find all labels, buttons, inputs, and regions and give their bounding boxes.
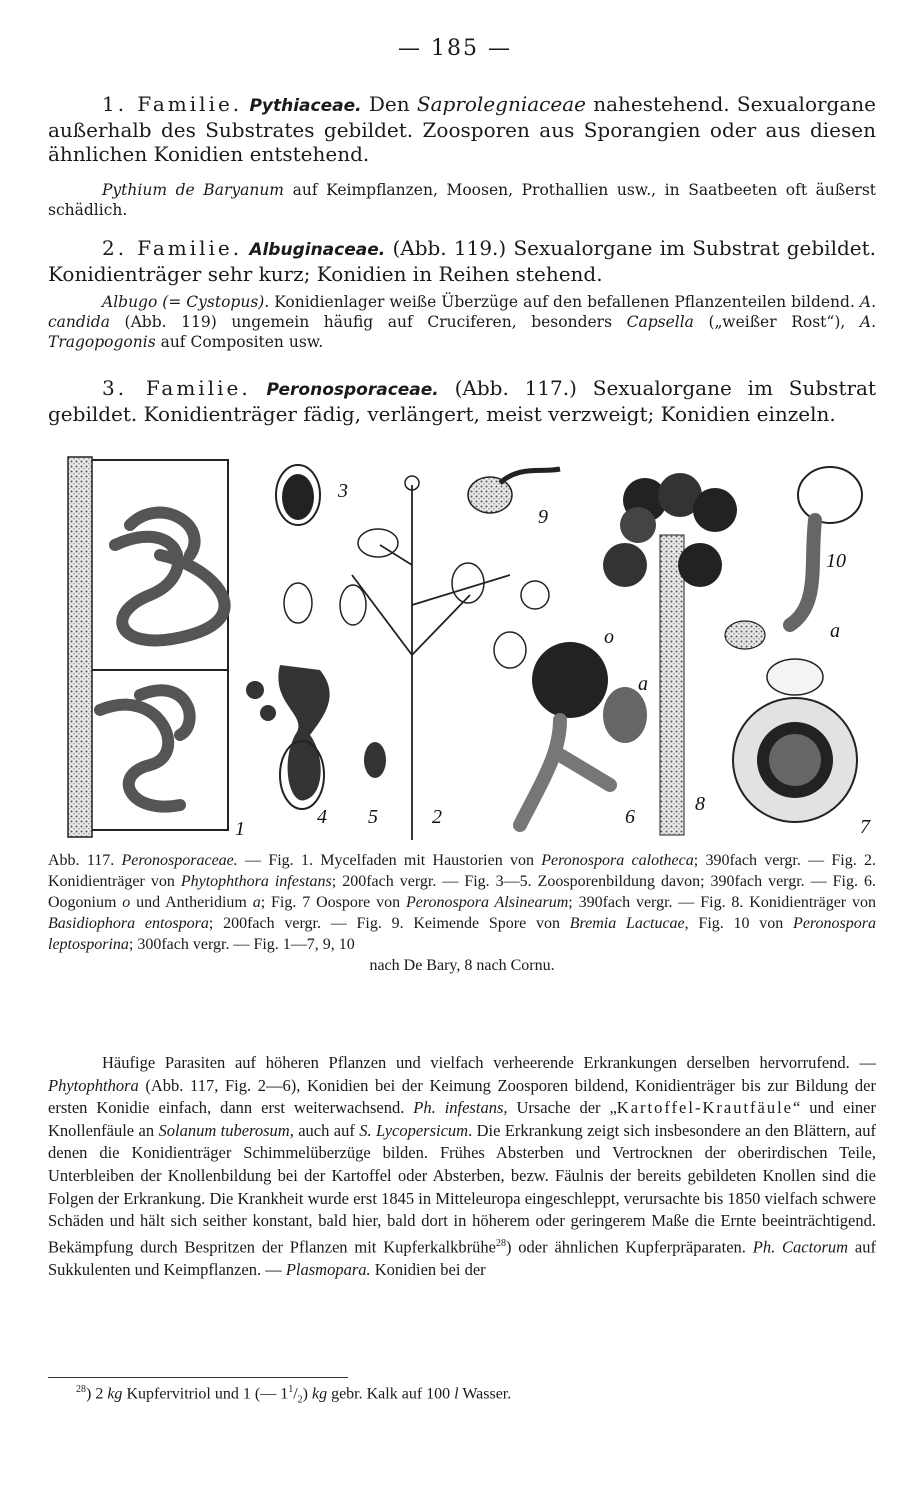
caption-part: ; 200fach vergr. — Fig. 3—5. Zoosporenbildung davon; 390fach vergr. — Fig. 6. Oogonium bbox=[48, 873, 876, 911]
family-1-text-b: nahestehend. Sexualorgane außerhalb des Substrates gebildet. Zoosporen aus Sporangien oder aus diesen ähnlichen Konidien entstehend. bbox=[48, 92, 876, 166]
caption-part: Abb. 117. bbox=[48, 852, 122, 869]
caption-part: o bbox=[122, 894, 131, 911]
footnote-part: l bbox=[454, 1385, 459, 1403]
fig-1-mycelium bbox=[68, 457, 228, 837]
family-2-note-e: Capsella bbox=[626, 313, 694, 331]
fig-7-oospore bbox=[733, 659, 857, 822]
family-1-note-species: Pythium de Baryanum bbox=[102, 181, 285, 199]
family-2-note bbox=[48, 292, 876, 352]
caption-part: Peronosporaceae. bbox=[121, 852, 238, 869]
figure-caption bbox=[48, 850, 876, 976]
fig-label-4: 4 bbox=[317, 806, 327, 828]
family-2-note-a: Albugo (= Cystopus). bbox=[102, 293, 270, 311]
family-1-ref: Saprolegniaceae bbox=[416, 92, 586, 116]
caption-part: Phytophthora infestans bbox=[180, 873, 332, 890]
family-1-note bbox=[48, 180, 876, 220]
caption-part: Bremia Lactucae bbox=[569, 915, 685, 932]
family-2-note-h: auf Compositen usw. bbox=[155, 333, 324, 351]
caption-part: Peronospora leptosporina bbox=[48, 915, 877, 953]
family-1-text-a: Den bbox=[361, 92, 417, 116]
caption-part: und Antheridium bbox=[130, 894, 253, 911]
body-part: . Die Erkrankung zeigt sich insbesondere an den Blättern, auf denen die Konidienträger Schimmelüberzüge bilden. Frühes Absterben und Vertrocknen der oberirdischen Teile, Unterbleiben der Knollenbildung bei der Kartoffel oder Absterben, bezw. Fäulnis der bereits gebildeten Knollen sind die Folgen der Erkrankung. Die Krankheit wurde erst 1845 in Mitteleuropa eingeschleppt, verursachte bis 1850 vielfach schwere Schäden und hält sich seither konstant, bald hier, bald dort in höherem oder geringerem Maße die Ernte beeinträchtigend. Bekämpfung durch Bespritzen der Pflanzen mit Kupferkalkbrühe bbox=[48, 1120, 876, 1257]
body-part: “ und einer Knollenfäule an bbox=[48, 1098, 876, 1140]
body-part: (Abb. 117, Fig. 2—6), Konidien bei der Keimung Zoosporen bildend, Konidienträger bis zur Bildung der ersten Konidie einfach, dann erst weiterwachsend. bbox=[48, 1075, 876, 1118]
fig-3-sporangium bbox=[276, 465, 320, 525]
family-2-note-c: A. candida bbox=[48, 293, 876, 331]
caption-part: a bbox=[252, 894, 261, 911]
caption-part: Basidiophora entospora bbox=[48, 915, 209, 932]
body-part: Phytophthora bbox=[48, 1075, 139, 1095]
family-3-text: (Abb. 117.) Sexualorgane im Substrat gebildet. Konidienträger fädig, verlängert, meist verzweigt; Konidien einzeln. bbox=[48, 376, 876, 426]
body-part: Solanum tuberosum bbox=[158, 1120, 290, 1140]
footnote-part: kg bbox=[107, 1385, 123, 1403]
fig-label-7: 7 bbox=[860, 816, 870, 838]
fig-label-6: 6 bbox=[625, 806, 635, 828]
body-part: Plasmopara. bbox=[285, 1259, 371, 1279]
family-1-name: Pythiaceae. bbox=[249, 96, 362, 116]
family-3-paragraph bbox=[48, 376, 876, 426]
page-number: — 185 — bbox=[398, 36, 512, 61]
body-part: Kartoffel-Krautfäule bbox=[616, 1098, 794, 1118]
body-part: S. Lycopersicum bbox=[359, 1120, 469, 1140]
body-part: Ph. infestans, bbox=[413, 1098, 508, 1118]
family-2-text: (Abb. 119.) Sexualorgane im Substrat gebildet. Konidienträger sehr kurz; Konidien in Reihen stehend. bbox=[48, 236, 876, 286]
fig-label-1: 1 bbox=[235, 818, 245, 840]
fig-label-10: 10 bbox=[826, 550, 846, 572]
caption-part: ; 390fach vergr. — Fig. 2. Konidienträger von bbox=[48, 852, 877, 890]
family-2-name: Albuginaceae. bbox=[249, 240, 386, 260]
body-part: Konidien bei der bbox=[370, 1259, 486, 1279]
footnote-mark: 28 bbox=[76, 1384, 86, 1395]
caption-part: ; 200fach vergr. — Fig. 9. Keimende Spore von bbox=[208, 915, 570, 932]
footnote-part: Wasser. bbox=[458, 1385, 512, 1403]
caption-part: Peronospora Alsinearum bbox=[405, 894, 569, 911]
family-1-label: 1. Familie. bbox=[102, 92, 243, 116]
family-2-note-f: („weißer Rost“), bbox=[693, 313, 860, 331]
family-2-note-b: Konidienlager weiße Überzüge auf den befallenen Pflanzenteilen bildend. bbox=[269, 293, 860, 311]
body-part: auf Sukkulenten und Keimpflanzen. — bbox=[48, 1237, 876, 1279]
footnote-part: ) 2 bbox=[86, 1385, 108, 1403]
figure-117-illustration bbox=[40, 455, 880, 845]
fig-label-a-6: a bbox=[638, 673, 648, 695]
family-2-label: 2. Familie. bbox=[102, 236, 243, 260]
caption-part: ; Fig. 7 Oospore von bbox=[260, 894, 406, 911]
footnote-part: kg bbox=[311, 1385, 328, 1403]
family-2-note-d: (Abb. 119) ungemein häufig auf Cruciferen, besonders bbox=[109, 313, 627, 331]
footnote-part: / bbox=[293, 1385, 298, 1403]
fig-label-2: 2 bbox=[432, 806, 442, 828]
fig-label-3: 3 bbox=[338, 480, 348, 502]
family-3-name: Peronosporaceae. bbox=[266, 380, 439, 400]
footnote bbox=[76, 1384, 856, 1406]
footnote-part: 2 bbox=[297, 1394, 303, 1406]
caption-part: — Fig. 1. Mycelfaden mit Haustorien von bbox=[237, 852, 542, 869]
footnote-part: gebr. Kalk auf 100 bbox=[327, 1385, 455, 1403]
caption-part: ; 390fach vergr. — Fig. 8. Konidienträger von bbox=[568, 894, 876, 911]
caption-part: , Fig. 10 von bbox=[684, 915, 794, 932]
body-part: Ph. Cactorum bbox=[752, 1237, 849, 1257]
footnote-part: Kupfervitriol und 1 (— 1 bbox=[122, 1385, 289, 1403]
caption-part: Peronospora calotheca bbox=[541, 852, 694, 869]
caption-credit: nach De Bary, 8 nach Cornu. bbox=[369, 957, 555, 974]
family-1-note-text: auf Keimpflanzen, Moosen, Prothallien usw., in Saatbeeten oft äußerst schädlich. bbox=[48, 181, 877, 219]
fig-label-5: 5 bbox=[368, 806, 378, 828]
footnote-part: ) bbox=[302, 1385, 312, 1403]
body-part: ) oder ähnlichen Kupferpräparaten. bbox=[505, 1237, 753, 1257]
body-part: , auch auf bbox=[289, 1120, 360, 1140]
body-part: Ursache der „ bbox=[507, 1098, 617, 1118]
family-3-label: 3. Familie. bbox=[102, 376, 251, 400]
fig-label-8: 8 bbox=[695, 793, 705, 815]
fig-label-o: o bbox=[604, 626, 614, 648]
fig-label-9: 9 bbox=[538, 506, 548, 528]
fig-8-basidiophora bbox=[603, 473, 737, 835]
body-part: Häufige Parasiten auf höheren Pflanzen und vielfach verheerende Erkrankungen derselben hervorrufend. — bbox=[102, 1053, 876, 1072]
body-paragraph bbox=[48, 1052, 876, 1281]
family-2-paragraph bbox=[48, 236, 876, 286]
fig-6-oogonium bbox=[520, 642, 647, 825]
fig-5-zoospore bbox=[364, 742, 386, 778]
footnote-divider bbox=[48, 1377, 348, 1378]
family-1-paragraph bbox=[48, 92, 876, 166]
footnote-ref: 28 bbox=[495, 1237, 506, 1249]
fig-4-zoosporangium bbox=[246, 665, 330, 809]
family-2-note-g: A. Tragopogonis bbox=[48, 313, 876, 351]
fig-label-a-7: a bbox=[830, 620, 840, 642]
footnote-part: 1 bbox=[288, 1384, 294, 1395]
caption-part: ; 300fach vergr. — Fig. 1—7, 9, 10 bbox=[128, 936, 355, 953]
